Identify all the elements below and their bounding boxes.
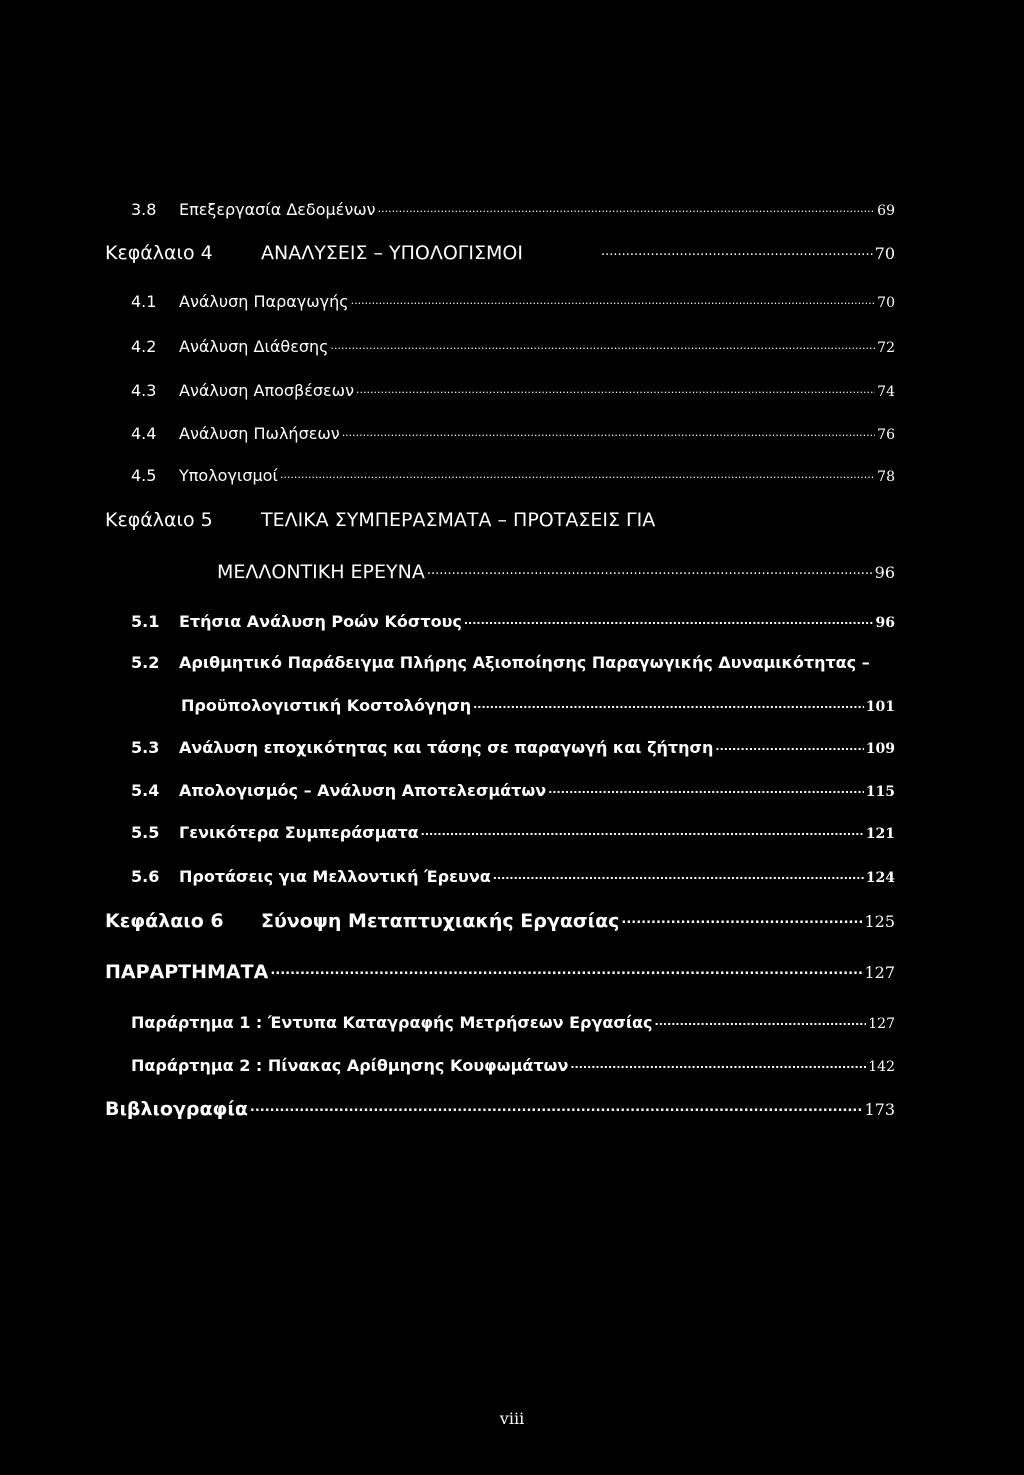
toc-leader-dots — [250, 1102, 863, 1115]
toc-leader-dots — [621, 914, 862, 927]
toc-entry-3-8[interactable] — [131, 200, 895, 219]
toc-page-number: 78 — [877, 469, 895, 485]
toc-entry-title: Ετήσια Ανάλυση Ροών Κόστους — [179, 612, 462, 631]
toc-entry-number: 4.3 — [131, 381, 157, 400]
toc-entry-number: Κεφάλαιο 4 — [105, 242, 213, 264]
toc-entry-title: Γενικότερα Συμπεράσματα — [179, 823, 419, 842]
toc-leader-dots — [655, 1017, 867, 1028]
toc-entry-title: ΠΑΡΑΡΤΗΜΑΤΑ — [105, 961, 269, 983]
toc-entry-title: Ανάλυση Διάθεσης — [179, 337, 329, 356]
toc-entry-title: Παράρτημα 2 : Πίνακας Αρίθμησης Κουφωμάτων — [131, 1056, 569, 1075]
toc-entry-title: Ανάλυση Παραγωγής — [179, 292, 349, 311]
toc-entry-5-2[interactable] — [131, 653, 924, 672]
toc-entry-5-1[interactable] — [131, 612, 895, 631]
toc-entry-number: 5.5 — [131, 823, 160, 842]
toc-leader-dots — [270, 965, 862, 978]
toc-page-number: 127 — [864, 963, 895, 982]
toc-page-number: 142 — [868, 1059, 895, 1075]
toc-entry-title: Υπολογισμοί — [179, 466, 278, 485]
toc-leader-dots — [280, 470, 875, 481]
toc-entry-appendix-2[interactable] — [131, 1056, 895, 1075]
toc-entry-title: ΑΝΑΛΥΣΕΙΣ – ΥΠΟΛΟΓΙΣΜΟΙ — [261, 242, 523, 264]
toc-entry-4-4[interactable] — [131, 424, 895, 443]
toc-entry-4-1[interactable] — [131, 292, 895, 311]
toc-leader-dots — [342, 428, 875, 439]
toc-entry-title: Αριθμητικό Παράδειγμα Πλήρης Αξιοποίησης Παραγωγικής Δυναμικότητας – — [179, 653, 870, 672]
toc-entry-4-5[interactable] — [131, 466, 895, 485]
toc-leader-dots — [570, 1060, 866, 1071]
toc-entry-number: 4.4 — [131, 424, 157, 443]
toc-page-number: 125 — [864, 912, 895, 931]
toc-entry-5-6[interactable] — [131, 867, 895, 886]
toc-entry-4-3[interactable] — [131, 381, 895, 400]
toc-entry-title: ΤΕΛΙΚΑ ΣΥΜΠΕΡΑΣΜΑΤΑ – ΠΡΟΤΑΣΕΙΣ ΓΙΑ — [261, 509, 656, 531]
toc-entry-appendices[interactable] — [105, 961, 895, 983]
toc-page-number: 96 — [875, 615, 895, 631]
toc-entry-title: Παράρτημα 1 : Έντυπα Καταγραφής Μετρήσεων Εργασίας — [131, 1013, 653, 1032]
toc-page-number: 109 — [865, 741, 895, 757]
toc-page-number: 70 — [874, 244, 895, 263]
toc-leader-dots — [601, 246, 873, 259]
toc-entry-number: 5.2 — [131, 653, 160, 672]
toc-leader-dots — [421, 827, 864, 838]
toc-page-number: 74 — [877, 384, 895, 400]
toc-leader-dots — [331, 341, 876, 352]
toc-entry-bibliography[interactable] — [105, 1098, 895, 1120]
toc-entry-title: Ανάλυση εποχικότητας και τάσης σε παραγωγή και ζήτηση — [179, 738, 714, 757]
toc-entry-title: Επεξεργασία Δεδομένων — [179, 200, 376, 219]
toc-page-number: 115 — [865, 784, 895, 800]
toc-page-number: 124 — [865, 870, 895, 886]
toc-leader-dots — [548, 785, 864, 796]
toc-entry-chapter-4[interactable] — [105, 242, 895, 264]
toc-entry-title-continued: Προϋπολογιστική Κοστολόγηση — [181, 696, 472, 715]
toc-entry-title: Απολογισμός – Ανάλυση Αποτελεσμάτων — [179, 781, 547, 800]
toc-entry-4-2[interactable] — [131, 337, 895, 356]
toc-page-number: 70 — [877, 295, 895, 311]
toc-leader-dots — [378, 204, 876, 215]
toc-entry-number: 5.4 — [131, 781, 160, 800]
toc-leader-dots — [715, 742, 863, 753]
toc-page-number: 76 — [877, 427, 895, 443]
toc-entry-title: Βιβλιογραφία — [105, 1098, 248, 1120]
toc-entry-number: 4.2 — [131, 337, 157, 356]
toc-entry-5-4[interactable] — [131, 781, 895, 800]
toc-page-number: 72 — [877, 340, 895, 356]
toc-page-number: 101 — [865, 699, 895, 715]
toc-entry-number: 4.5 — [131, 466, 157, 485]
toc-entry-chapter-6[interactable] — [105, 910, 895, 932]
toc-leader-dots — [427, 565, 873, 578]
page-footer-number: viii — [499, 1409, 525, 1428]
toc-entry-appendix-1[interactable] — [131, 1013, 895, 1032]
toc-entry-number: 5.6 — [131, 867, 160, 886]
toc-entry-title: Προτάσεις για Μελλοντική Έρευνα — [179, 867, 491, 886]
toc-leader-dots — [493, 871, 864, 882]
toc-entry-number: Κεφάλαιο 5 — [105, 509, 213, 531]
toc-entry-5-5[interactable] — [131, 823, 895, 842]
toc-entry-5-2-continued[interactable] — [181, 696, 895, 715]
toc-entry-chapter-5[interactable] — [105, 509, 895, 531]
toc-entry-5-3[interactable] — [131, 738, 895, 757]
toc-page-number: 69 — [877, 203, 895, 219]
toc-entry-title: Ανάλυση Πωλήσεων — [179, 424, 340, 443]
toc-entry-title: Σύνοψη Μεταπτυχιακής Εργασίας — [261, 910, 620, 932]
toc-entry-number: 3.8 — [131, 200, 157, 219]
toc-leader-dots — [351, 296, 876, 307]
toc-leader-dots — [473, 700, 864, 711]
toc-entry-title: Ανάλυση Αποσβέσεων — [179, 381, 355, 400]
toc-entry-number: 5.3 — [131, 738, 160, 757]
toc-leader-dots — [464, 616, 874, 627]
toc-entry-number: 5.1 — [131, 612, 160, 631]
toc-leader-dots — [356, 385, 875, 396]
toc-page-number: 173 — [864, 1100, 895, 1119]
toc-entry-number: Κεφάλαιο 6 — [105, 910, 224, 932]
toc-page-number: 96 — [874, 563, 895, 582]
toc-entry-number: 4.1 — [131, 292, 157, 311]
toc-page-number: 121 — [865, 826, 895, 842]
toc-page-number: 127 — [868, 1016, 895, 1032]
toc-entry-title-continued: ΜΕΛΛΟΝΤΙΚΗ ΕΡΕΥΝΑ — [217, 561, 425, 583]
toc-entry-chapter-5-continued[interactable] — [217, 561, 895, 583]
